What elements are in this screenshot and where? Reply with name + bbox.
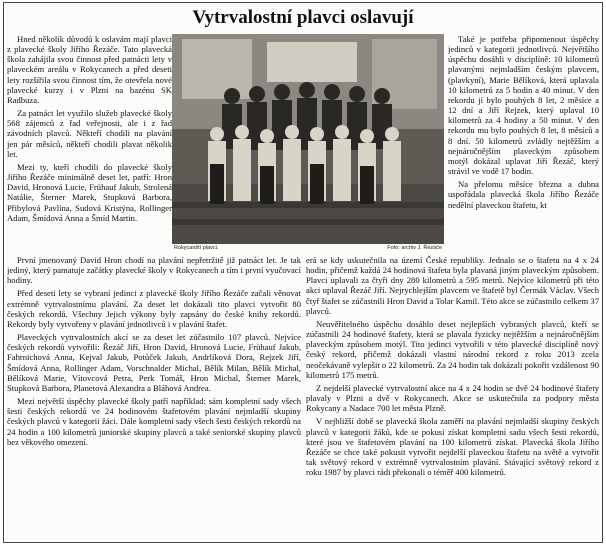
- article-title: Vytrvalostní plavci oslavují: [192, 7, 414, 28]
- right-column-top: [448, 34, 599, 252]
- paragraph: V nejbližší době se plavecká škola zaměří na plavání nejmladší skupiny českých plavců v kategorii žáků, kde se pokusí získat kompletní sadu všech šesti rekordů, které jsou ve štafetovém plavání na 100 kilometrů získat. Plavecká škola Jiřího Řezáče se chce také pokusit vytvořit nejdelší plaveckou štafetu na světě a vytvořit tak světový rekord v extrémně vytrvalostním plavání. Stávající světový rekord z roku 1987 by plavci rádi překonali o téměř 400 kilometrů.: [306, 416, 599, 478]
- paragraph: Z nejdelší plavecké vytrvalostní akce na 4 x 24 hodin se dvě 24 hodinové štafety plavaly v Plzni a dvě v Rokycanech. Akce se uskutečnila za podpory města Rokycany a Nadace 700 let města Plzně.: [306, 382, 599, 414]
- paragraph: Také je potřeba připomenout úspěchy jedinců v kategorii jednotlivců. Největšího úspěchu dosáhli v disciplíně: 10 kilometrů plavanými nejmladším českým plavcem, (plavkyní), Marie Bělíková, která uplavala 10 kilometrů za 5 hodin a 40 minut. V den rekordu jí bylo pouhých 8 let, 2 měsíce a 12 dní a Jiří Rejzek, který uplaval 10 kilometrů za 4 hodiny a 50 minut. V den rekordu mu bylo pouhých 8 let, 8 měsíců a 8 dní. 50 kilometrů zvládly nejtěžším a nejnáročnějším plaveckým způsobem motýl dokázal uplavat Jiří Řezáč, který strávil ve vodě 17 hodin.: [448, 34, 599, 177]
- photo-caption: [172, 244, 444, 253]
- left-column-bottom: [7, 255, 301, 542]
- paragraph: Za patnáct let využilo služeb plavecké školy 568 zájemců z řad veřejnosti, ale i z řad závodních plavců. Někteří chodili na plavání jen pár měsíců, někteří chodili plavat několik let.: [7, 108, 172, 159]
- paragraph: Neuvěřitelného úspěchu dosáhlo deset nejlepších vybraných plavců, kteří se zúčastnili 24 hodinové štafety, která se plavala fyzicky nejtěžším a nejnáročnějším plaveckým způsobem motýl. Tito jedinci vytvořili v této plavecké disciplíně nový český rekord, přičemž dokázali vlastní národní rekord z roku 2013 zcela neočekávaně vylepšit o 22 kilometrů. Za 24 hodin tak dokázali pokořit vzdálenost 90 kilometrů 175 metrů.: [306, 318, 599, 380]
- paragraph: Před deseti lety se vybraní jedinci z plavecké školy Jiřího Řezáče začali věnovat extrémně vytrvalostnímu plavání. Za deset let dokázali tito plavci vytvořit 80 českých rekordů. Všechny Jejich výkony byly zapsány do české knihy rekordů. Rekordy byly vytvořeny v plavání jednotlivců i v plavání štafet.: [7, 288, 301, 329]
- paragraph: Na přelomu měsíce března a dubna uspořádala plavecká škola Jiřího Řezáče nedělní plaveckou štafetu, kt: [448, 179, 599, 210]
- paragraph: Hned několik důvodů k oslavám mají plavci z plavecké školy Jiřího Řezáče. Tato plavecká škola zahájila svou činnost před patnácti lety v plaveckém areálu v Rokycanech a před deseti lety rozšířila svou činnost tím, že otevřela nové plavecké kurzy i v Plzni na bazénu SK Radbuza.: [7, 34, 172, 105]
- swimmers-group-photo-illustration: [172, 34, 444, 244]
- right-column-bottom: [306, 255, 599, 542]
- paragraph: První jmenovaný David Hron chodí na plavání nepřetržitě již patnáct let. Je tak jediný, který pamatuje začátky plavecké školy v Rokycanech a tím i první vyučovací hodiny.: [7, 255, 301, 286]
- group-photo: [172, 34, 444, 244]
- paragraph: Mezi největší úspěchy plavecké školy patří například: sám kompletní sady všech šesti českých rekordů ve 24 hodinovém štafetovém plavání nejmladší skupiny českých plavců v kategorii žáci. Dále kompletní sady všech šesti českých rekordů na 24 hodin a 100 kilometrů juniorské skupiny plavců a také seniorské skupiny plavců bez věkového omezení.: [7, 396, 301, 447]
- paragraph: erá se kdy uskutečnila na území České republiky. Jednalo se o štafetu na 4 x 24 hodin, přičemž každá 24 hodinová štafeta byla plavaná jiným plaveckým způsobem. Plavci uplavali za čtyři dny 280 kilometrů a 595 metrů. Nejvíce kilometrů při této akci uplaval Řezáč Jiří. Nejrychlejším plavcem ve štafetě byl Čermák Václav. Všech čtyř štafet se zúčastnili Hron David a Tolar Kamil. Této akce se zúčastnilo celkem 37 plavců.: [306, 255, 599, 316]
- caption-text: Rokycanští plavci.: [174, 245, 219, 251]
- newspaper-page: [3, 2, 603, 543]
- photo-credit: Foto: archiv J. Řezáče: [387, 245, 442, 251]
- paragraph: Plaveckých vytrvalostních akcí se za deset let zúčastnilo 107 plavců. Nejvíce českých rekordů vytvořili: Řezáč Jiří, Hron David, Hronová Lucie, Frühauf Jakub, Fahrnichová Anna, Kejval Jakub, Potůček Jakub, Andrlíková Dora, Rejzek Jiří, Šmídová Anna, Rollinger Adam, Vorschnalder Michal, Bělík Milan, Bělík Michal, Bělíková Marie, Vítovcová Petra, Perk Tomáš, Hron Michal, Šterner Marek, Stupková Barbora, Planetová Alexandra a Bláhová Andrea.: [7, 332, 301, 393]
- paragraph: Mezi ty, kteří chodili do plavecké školy Jiřího Řezáče minimálně deset let, patří: Hron David, Hronová Lucie, Frühauf Jakub, Strolená Natálie, Šterner Marek, Stupková Barbora, Přibylová Pavlína, Sudová Kristýna, Rollinger Adam, Šmídová Anna a Šmíd Martin.: [7, 161, 172, 223]
